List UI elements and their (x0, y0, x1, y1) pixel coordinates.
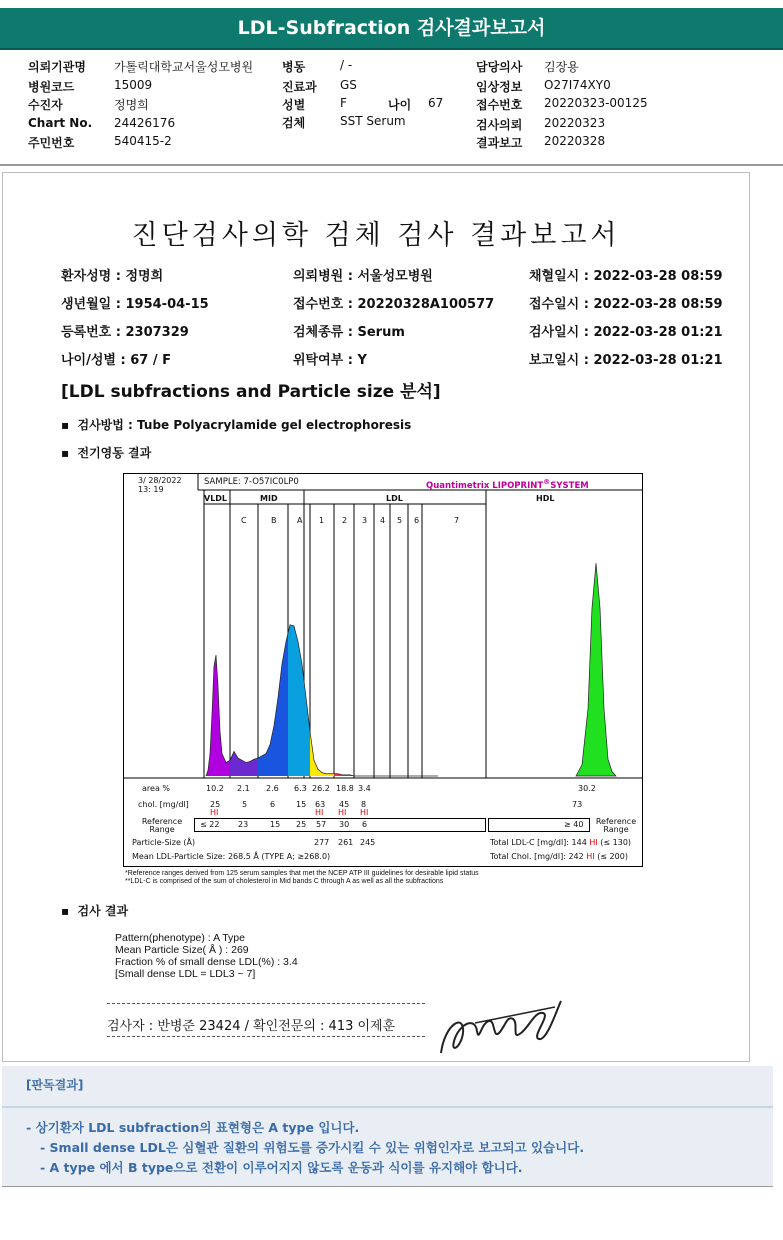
info-value: 24426176 (114, 116, 176, 130)
mean-particle: Mean LDL-Particle Size: 268.5 Å (TYPE A; ≥268.0) (132, 852, 331, 861)
info-value: / - (340, 58, 353, 72)
chart-date: 3/ 28/2022 (138, 476, 182, 485)
report-field: 의뢰병원 : 서울성모병원 (293, 269, 433, 284)
group-hdl: HDL (536, 494, 555, 503)
footnote: **LDL-C is comprised of the sum of cholesterol in Mid bands C through A as well as all the subfractions (125, 878, 444, 885)
info-label: 병동 (282, 60, 306, 74)
chart-time: 13: 19 (138, 485, 164, 494)
info-label: 진료과 (282, 80, 317, 94)
report-field: 위탁여부 : Y (293, 353, 367, 368)
ref-label-hdl: Reference Range (595, 817, 637, 834)
chol-label: chol. [mg/dl] (138, 800, 189, 809)
info-label: Chart No. (28, 116, 93, 130)
area-value: 6.3 (294, 784, 307, 793)
judgement-panel (2, 1066, 773, 1187)
report-field: 생년월일 : 1954-04-15 (61, 297, 209, 312)
group-ldl: LDL (386, 494, 403, 503)
band-label: 5 (397, 516, 403, 525)
report-field: 검체종류 : Serum (293, 325, 405, 340)
band-label: B (271, 516, 277, 525)
info-label: 수진자 (28, 98, 63, 112)
report-field: 나이/성별 : 67 / F (61, 353, 172, 368)
area-value: 26.2 (312, 784, 330, 793)
scanned-report (2, 172, 750, 1062)
hi-flag: HI (360, 808, 369, 817)
group-vldl: VLDL (204, 494, 228, 503)
curve-segment (230, 751, 258, 776)
info-label: 검체 (282, 116, 306, 130)
chol-value: 15 (296, 800, 307, 809)
info-value: 15009 (114, 78, 153, 92)
info-label: 결과보고 (476, 136, 523, 150)
report-field: 보고일시 : 2022-03-28 01:21 (529, 353, 723, 368)
chart-brand: Quantimetrix LIPOPRINT®SYSTEM (426, 477, 589, 491)
info-label: 의뢰기관명 (28, 60, 86, 74)
info-value: 김장용 (544, 60, 579, 74)
ref-label: Reference Range (141, 817, 183, 834)
hi-flag: HI (210, 808, 219, 817)
area-value: 10.2 (206, 784, 224, 793)
lipoprint-chart (123, 473, 643, 867)
report-field: 접수번호 : 20220328A100577 (293, 297, 495, 312)
section-title: [LDL subfractions and Particle size 분석] (61, 382, 441, 402)
area-value: 2.6 (266, 784, 279, 793)
info-value: SST Serum (340, 114, 406, 128)
info-value: O27I74XY0 (544, 78, 611, 92)
area-value: 3.4 (358, 784, 371, 793)
info-label: 담당의사 (476, 60, 523, 74)
info-label: 임상정보 (476, 80, 523, 94)
judgement-line: - A type 에서 B type으로 전환이 이루어지지 않도록 운동과 식이를 유지해야 합니다. (40, 1160, 523, 1175)
info-label: 접수번호 (476, 98, 523, 112)
judgement-line: - 상기환자 LDL subfraction의 표현형은 A type 입니다. (26, 1120, 360, 1135)
ref-value: 25 (296, 820, 307, 829)
judgement-title: [판독결과] (26, 1078, 84, 1092)
report-field: 등록번호 : 2307329 (61, 325, 189, 340)
info-value: 20220328 (544, 134, 606, 148)
signature-text: 검사자 : 반병준 23424 / 확인전문의 : 413 이제훈 (107, 1019, 396, 1034)
info-label: 병원코드 (28, 80, 75, 94)
particle-value: 261 (338, 838, 354, 847)
patient-info-panel (0, 56, 783, 166)
total-ldl: Total LDL-C [mg/dl]: 144 HI (≤ 130) (490, 838, 632, 847)
report-doc-title: 진단검사의학 검체 검사 결과보고서 (131, 220, 621, 251)
results-block (115, 932, 298, 980)
band-label: 3 (362, 516, 368, 525)
curve-outline (206, 625, 438, 776)
result-line: Pattern(phenotype) : A Type (115, 932, 245, 944)
ref-value-hdl: ≥ 40 (564, 820, 584, 829)
band-label: 4 (380, 516, 386, 525)
band-label: 1 (319, 516, 325, 525)
ref-value: 6 (362, 820, 368, 829)
hi-flag: HI (338, 808, 347, 817)
chol-value: 5 (242, 800, 248, 809)
total-chol: Total Chol. [mg/dl]: 242 HI (≤ 200) (490, 852, 628, 861)
chol-value: 6 (270, 800, 276, 809)
band-label: 2 (342, 516, 348, 525)
area-label: area % (142, 784, 170, 793)
info-value: F (340, 96, 347, 110)
info-value: GS (340, 78, 357, 92)
band-label: A (297, 516, 303, 525)
electro-line: ▪ 전기영동 결과 (61, 446, 152, 460)
chol-value: 63 (315, 800, 326, 809)
info-value: 20220323-00125 (544, 96, 648, 110)
chart-svg (124, 474, 642, 866)
report-title-bar: LDL-Subfraction 검사결과보고서 (0, 8, 783, 50)
judgement-line: - Small dense LDL은 심혈관 질환의 위험도를 증가시킬 수 있는 위험인자로 보고되고 있습니다. (40, 1140, 585, 1155)
hi-flag: HI (315, 808, 324, 817)
area-value: 18.8 (336, 784, 354, 793)
ref-value: 23 (238, 820, 249, 829)
info-value: 정명희 (114, 98, 149, 112)
result-line: Mean Particle Size( Å ) : 269 (115, 944, 249, 956)
footnote: *Reference ranges derived from 125 serum samples that met the NCEP ATP III guidelines for desirable lipid status (125, 870, 479, 877)
chol-value: 25 (210, 800, 221, 809)
group-mid: MID (260, 494, 278, 503)
info-value: 20220323 (544, 116, 606, 130)
area-value: 2.1 (237, 784, 250, 793)
chol-value: 45 (339, 800, 350, 809)
band-label: 6 (414, 516, 420, 525)
hdl-peak (576, 563, 616, 776)
particle-value: 277 (314, 838, 330, 847)
info-label: 성별 (282, 98, 306, 112)
info-label: 검사의뢰 (476, 118, 523, 132)
ldl-curve-group (206, 625, 438, 776)
chol-value: 8 (361, 800, 367, 809)
info-value: 가톨릭대학교서울성모병원 (114, 60, 254, 74)
age-label: 나이 (388, 98, 412, 112)
result-line: [Small dense LDL = LDL3 ~ 7] (115, 968, 256, 980)
hdl-curve-group (576, 563, 616, 776)
curve-segment (310, 731, 334, 776)
ref-value: 15 (270, 820, 281, 829)
result-line: Fraction % of small dense LDL(%) : 3.4 (115, 956, 298, 968)
report-field: 채혈일시 : 2022-03-28 08:59 (529, 269, 723, 284)
band-label: C (241, 516, 247, 525)
area-value: 30.2 (578, 784, 596, 793)
results-heading: ▪ 검사 결과 (61, 904, 129, 918)
report-field: 접수일시 : 2022-03-28 08:59 (529, 297, 723, 312)
method-line: ▪ 검사방법 : Tube Polyacrylamide gel electrophoresis (61, 418, 412, 432)
signature-scribble (435, 993, 565, 1063)
ref-value: 30 (339, 820, 350, 829)
report-field: 검사일시 : 2022-03-28 01:21 (529, 325, 723, 340)
report-field: 환자성명 : 정명희 (61, 269, 164, 284)
chol-value: 73 (572, 800, 583, 809)
chart-sample: SAMPLE: 7-O57IC0LP0 (204, 477, 299, 487)
ref-value: 57 (316, 820, 327, 829)
age-value: 67 (428, 96, 444, 110)
signature-rule (107, 1036, 425, 1037)
info-value: 540415-2 (114, 134, 172, 148)
signature-rule (107, 1003, 425, 1004)
particle-value: 245 (360, 838, 376, 847)
band-label: 7 (454, 516, 460, 525)
info-label: 주민번호 (28, 136, 75, 150)
particle-label: Particle-Size (Å) (132, 838, 196, 847)
ref-value: ≤ 22 (200, 820, 220, 829)
